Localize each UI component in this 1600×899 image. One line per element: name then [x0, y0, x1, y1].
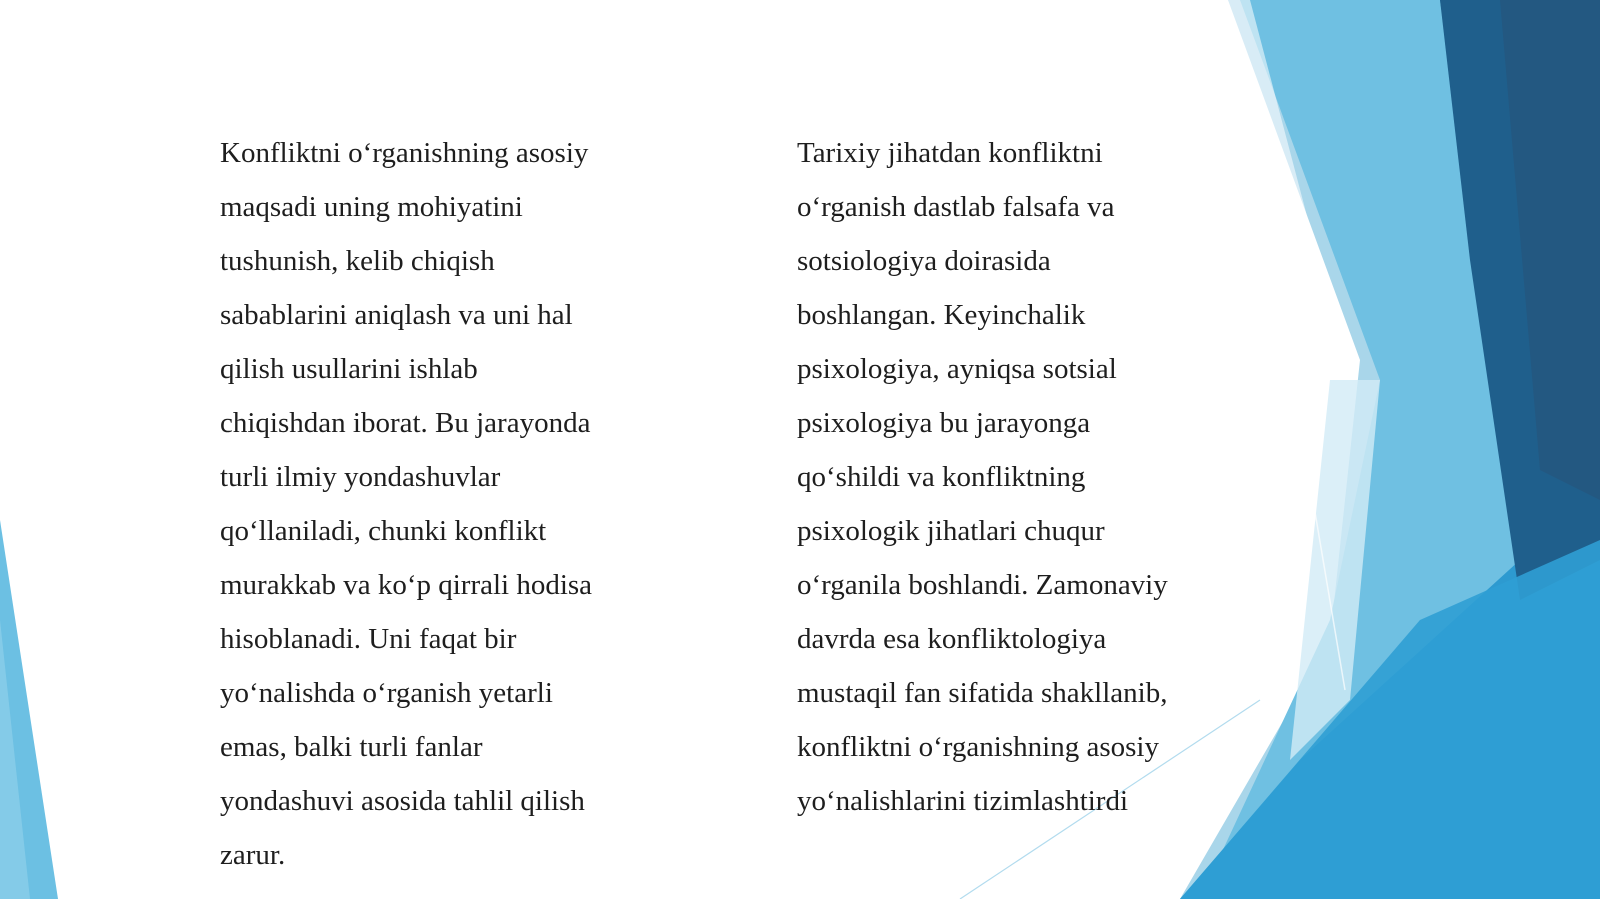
right-paragraph: Tarixiy jihatdan konfliktni o‘rganish dastlab falsafa va sotsiologiya doirasida boshlangan. Keyinchalik psixologiya, ayniqsa sotsial psixologiya bu jarayonga qo‘shildi va konfliktning psixologik jihatlari chuqur o‘rganila boshlandi. Zamonaviy davrda esa konfliktologiya mustaqil fan sifatida shakllanib, konfliktni o‘rganishning asosiy yo‘nalishlarini tizimlashtirdi [797, 137, 1168, 817]
left-paragraph: Konfliktni o‘rganishning asosiy maqsadi uning mohiyatini tushunish, kelib chiqish sabablarini aniqlash va uni hal qilish usullarini ishlab chiqishdan iborat. Bu jarayonda turli ilmiy yondashuvlar qo‘llaniladi, chunki konflikt murakkab va ko‘p qirrali hodisa hisoblanadi. Uni faqat bir yo‘nalishda o‘rganish yetarli emas, balki turli fanlar yondashuvi asosida tahlil qilish zarur. [220, 137, 593, 871]
